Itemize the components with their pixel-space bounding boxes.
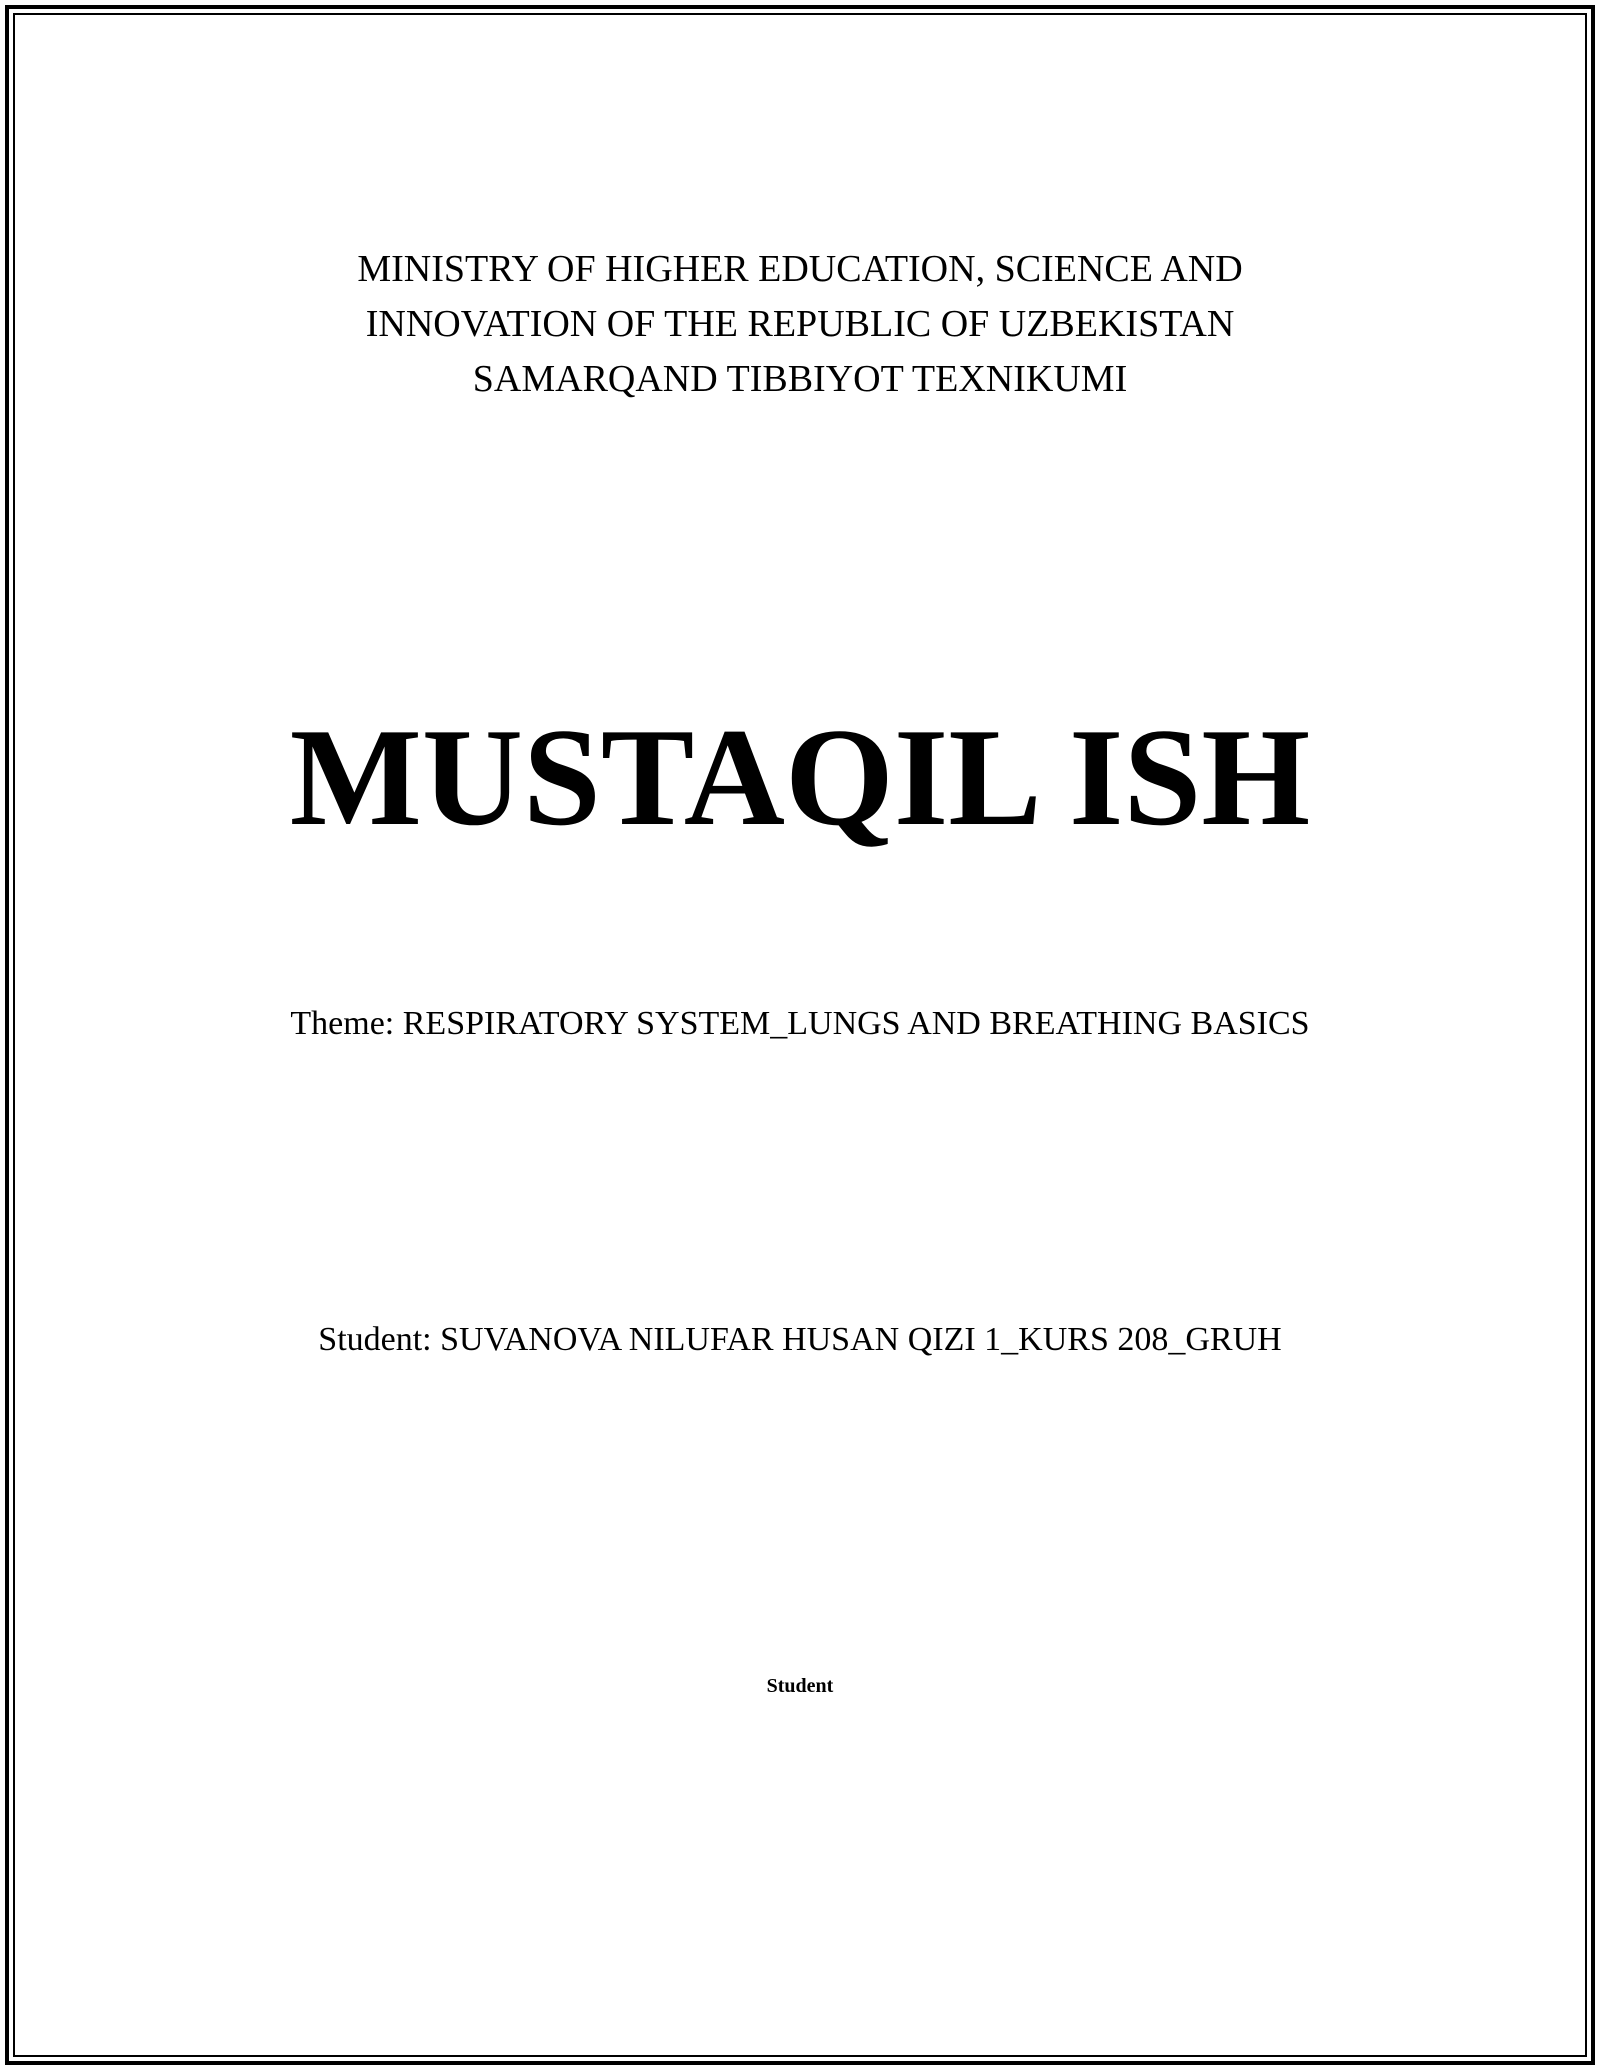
- header-line-ministry: MINISTRY OF HIGHER EDUCATION, SCIENCE AND: [357, 248, 1243, 290]
- institution-header: [0, 242, 1600, 407]
- theme-line: Theme: RESPIRATORY SYSTEM_LUNGS AND BREATHING BASICS: [290, 1005, 1310, 1042]
- student-label: Student: [766, 1675, 834, 1697]
- document-title: MUSTAQIL ISH: [289, 700, 1311, 855]
- student-info: Student: SUVANOVA NILUFAR HUSAN QIZI 1_KURS 208_GRUH: [318, 1321, 1282, 1358]
- header-line-college: SAMARQAND TIBBIYOT TEXNIKUMI: [472, 358, 1128, 400]
- header-line-republic: INNOVATION OF THE REPUBLIC OF UZBEKISTAN: [365, 303, 1235, 345]
